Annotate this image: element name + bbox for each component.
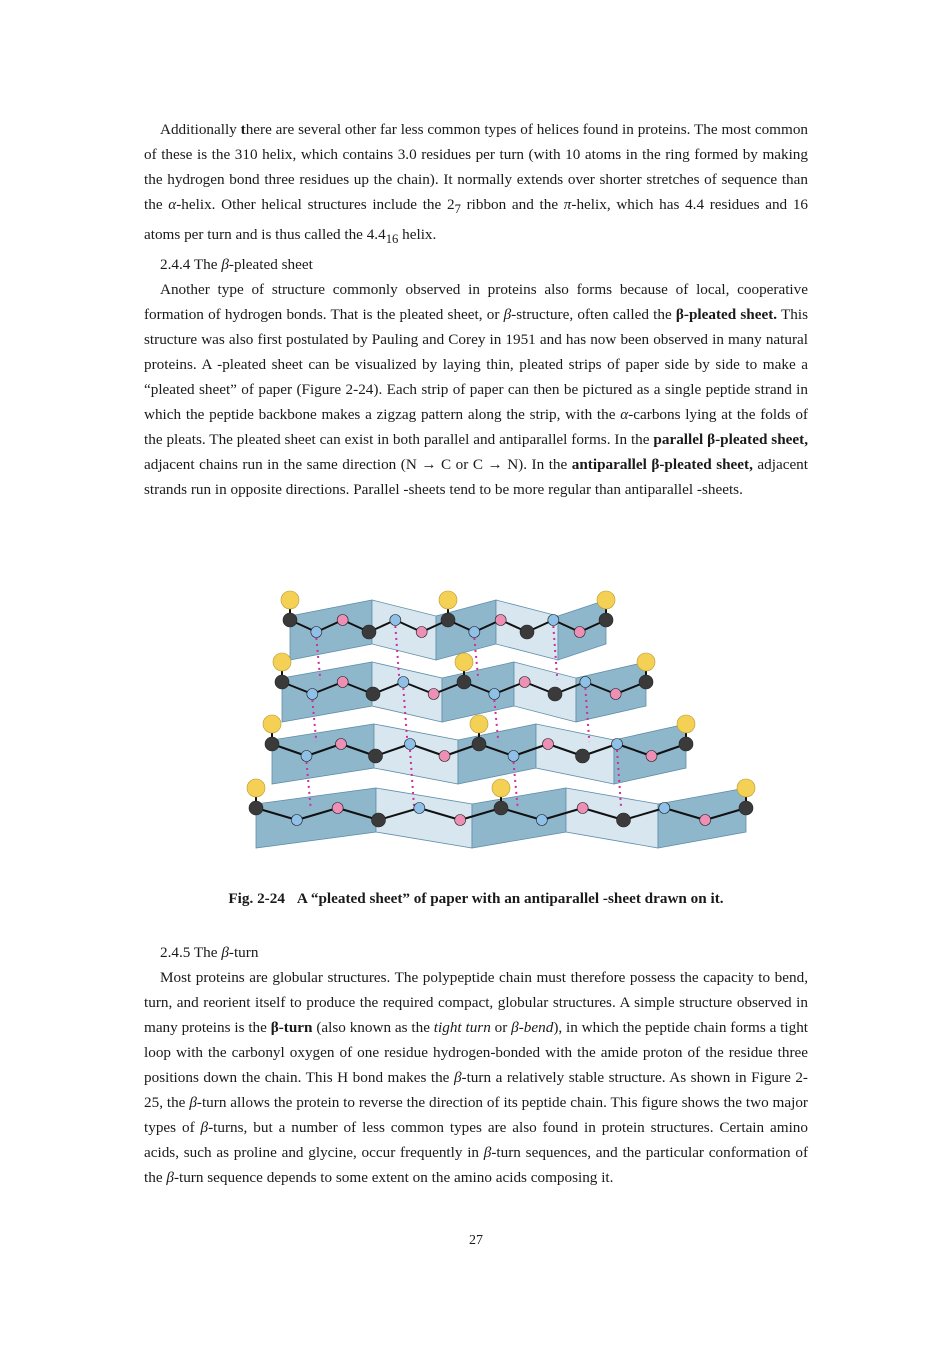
turn-text-4: ), in which the peptide chain forms a tight loop with the carbonyl oxygen of one residue hydrogen-bonded with the amide proton of the residue three positions down the chain. This H bond makes the: [144, 1019, 809, 1086]
term-antiparallel-sheet: antiparallel β-pleated sheet,: [571, 456, 753, 474]
sheet-text-2: -structure, often called the: [511, 306, 676, 324]
beta-symbol: β: [503, 306, 512, 324]
carbon-atom: [520, 625, 534, 639]
beta-symbol: β: [200, 1119, 209, 1136]
term-tight-turn: tight turn: [433, 1019, 491, 1036]
section-245-number: 2.4.5 The: [160, 944, 222, 961]
turn-text-6: -turn allows the protein to reverse the direction of its peptide chain. This figure shows the two major types of: [144, 1094, 808, 1136]
carbon-atom: [265, 737, 279, 751]
turn-text-9: -turn sequence depends to some extent on the amino acids composing it.: [173, 1169, 614, 1186]
carbon-atom: [369, 749, 383, 763]
carbon-atom: [617, 813, 631, 827]
helices-lead-bold: t: [240, 121, 246, 138]
alpha-hydrogen-atom: [646, 751, 657, 762]
oxygen-atom: [455, 653, 473, 671]
beta-symbol: β: [189, 1094, 197, 1111]
helices-text-4: -helix, which has 4.4 residues and 16 atoms per turn and is thus called the 4.4: [144, 196, 809, 244]
nitrogen-atom: [398, 677, 409, 688]
nitrogen-atom: [405, 739, 416, 750]
oxygen-atom: [281, 591, 299, 609]
bottom-text-block: [144, 940, 808, 1190]
carbon-atom: [599, 613, 613, 627]
term-beta-bend: β-bend: [511, 1019, 554, 1036]
alpha-hydrogen-atom: [700, 815, 711, 826]
oxygen-atom: [677, 715, 695, 733]
oxygen-atom: [492, 779, 510, 797]
alpha-hydrogen-atom: [495, 615, 506, 626]
alpha-hydrogen-atom: [416, 627, 427, 638]
nitrogen-atom: [508, 751, 519, 762]
carbon-atom: [275, 675, 289, 689]
carbon-atom: [362, 625, 376, 639]
helices-text-5: helix.: [398, 226, 437, 244]
term-beta-pleated-sheet: β-pleated sheet.: [675, 306, 778, 324]
carbon-atom: [472, 737, 486, 751]
nitrogen-atom: [548, 615, 559, 626]
caption-number: Fig. 2-24: [228, 890, 285, 907]
figure-caption: [144, 890, 808, 908]
top-text-block: [144, 117, 808, 502]
alpha-hydrogen-atom: [337, 615, 348, 626]
pleated-sheet-figure: [246, 578, 794, 880]
helices-text-3: ribbon and the: [460, 196, 564, 213]
turn-text-3: or: [490, 1019, 512, 1036]
nitrogen-atom: [469, 627, 480, 638]
alpha-hydrogen-atom: [337, 677, 348, 688]
section-heading-244: [144, 252, 808, 277]
term-beta-turn: β-turn: [270, 1019, 313, 1036]
section-244-number: 2.4.4 The: [160, 256, 222, 274]
alpha-symbol: α: [168, 196, 177, 213]
carbon-atom: [739, 801, 753, 815]
helices-text-2: -helix. Other helical structures include the 2: [176, 196, 455, 213]
page-number: 27: [469, 1233, 483, 1248]
nitrogen-atom: [659, 803, 670, 814]
helices-text-1: here are several other far less common types of helices found in proteins. The most common of these is the 310 helix, which contains 3.0 residues per turn (with 10 atoms in the ring formed by making the hydrogen bond three residues up the chain). It normally extends over shorter stretches of sequence than the: [144, 121, 809, 213]
sheet-strip-panel: [514, 662, 576, 722]
alpha-hydrogen-atom: [428, 689, 439, 700]
alpha-hydrogen-atom: [519, 677, 530, 688]
nitrogen-atom: [414, 803, 425, 814]
nitrogen-atom: [307, 689, 318, 700]
carbon-atom: [283, 613, 297, 627]
sheet-text-4: -carbons lying at the folds of the pleats. The pleated sheet can exist in both parallel and antiparallel forms. In the: [144, 406, 808, 449]
turn-text-8: -turn sequences, and the particular conformation of the: [144, 1144, 808, 1186]
alpha-hydrogen-atom: [455, 815, 466, 826]
alpha-hydrogen-atom: [577, 803, 588, 814]
sheet-text-5: adjacent chains run in the same direction (N → C or C → N). In the: [144, 456, 572, 474]
beta-symbol: β: [221, 944, 229, 961]
sheet-text-6: adjacent strands run in opposite directions. Parallel -sheets tend to be more regular than antiparallel -sheets.: [144, 456, 808, 499]
beta-symbol: β: [483, 1144, 492, 1161]
carbon-atom: [548, 687, 562, 701]
alpha-hydrogen-atom: [574, 627, 585, 638]
carbon-atom: [372, 813, 386, 827]
alpha-hydrogen-atom: [610, 689, 621, 700]
alpha-hydrogen-atom: [543, 739, 554, 750]
subscript-7: 7: [454, 202, 461, 217]
nitrogen-atom: [580, 677, 591, 688]
carbon-atom: [494, 801, 508, 815]
carbon-atom: [639, 675, 653, 689]
turn-text-5: -turn a relatively stable structure. As shown in Figure 2-25, the: [144, 1069, 808, 1111]
section-244-title: -pleated sheet: [228, 256, 313, 274]
paragraph-pleated-sheet: [144, 277, 808, 502]
beta-symbol: β: [221, 256, 229, 274]
nitrogen-atom: [390, 615, 401, 626]
alpha-symbol: α: [620, 406, 629, 424]
oxygen-atom: [637, 653, 655, 671]
subscript-16: 16: [385, 232, 399, 247]
nitrogen-atom: [291, 815, 302, 826]
term-parallel-sheet: parallel β-pleated sheet,: [653, 431, 808, 449]
carbon-atom: [679, 737, 693, 751]
sheet-strip-panel: [272, 724, 374, 784]
sheet-strip-panel: [290, 600, 372, 660]
oxygen-atom: [439, 591, 457, 609]
oxygen-atom: [247, 779, 265, 797]
pi-symbol: π: [563, 196, 572, 213]
sheet-strip-panel: [458, 724, 536, 784]
caption-text: A “pleated sheet” of paper with an antiparallel -sheet drawn on it.: [296, 890, 724, 907]
sheet-strip-panel: [566, 788, 658, 848]
paragraph-beta-turn: [144, 965, 808, 1190]
oxygen-atom: [273, 653, 291, 671]
alpha-hydrogen-atom: [336, 739, 347, 750]
carbon-atom: [576, 749, 590, 763]
carbon-atom: [457, 675, 471, 689]
alpha-hydrogen-atom: [332, 803, 343, 814]
oxygen-atom: [737, 779, 755, 797]
nitrogen-atom: [301, 751, 312, 762]
carbon-atom: [366, 687, 380, 701]
alpha-hydrogen-atom: [439, 751, 450, 762]
pleated-sheet-illustration: [246, 578, 794, 880]
nitrogen-atom: [612, 739, 623, 750]
oxygen-atom: [263, 715, 281, 733]
sheet-text-1: Another type of structure commonly observed in proteins also forms because of local, cooperative formation of hydrogen bonds. That is the pleated sheet, or: [144, 281, 808, 324]
paragraph-helices: [144, 117, 808, 252]
section-heading-245: [144, 940, 808, 965]
turn-text-2: (also known as the: [312, 1019, 434, 1036]
nitrogen-atom: [489, 689, 500, 700]
beta-symbol: β: [453, 1069, 462, 1086]
sheet-text-3: This structure was also first postulated by Pauling and Corey in 1951 and has now been observed in many natural proteins. A -pleated sheet can be visualized by laying thin, pleated strips of paper side by side to make a “pleated sheet” of paper (Figure 2-24). Each strip of paper can then be pictured as a single peptide strand in which the peptide backbone makes a zigzag pattern along the strip, with the: [144, 306, 809, 424]
helices-lead: Additionally: [160, 121, 241, 138]
carbon-atom: [441, 613, 455, 627]
beta-symbol: β: [166, 1169, 174, 1186]
nitrogen-atom: [311, 627, 322, 638]
sheet-strip-panel: [256, 788, 376, 848]
oxygen-atom: [597, 591, 615, 609]
turn-text-7: -turns, but a number of less common types are also found in protein structures. Certain amino acids, such as proline and glycine, occur frequently in: [144, 1119, 808, 1161]
nitrogen-atom: [536, 815, 547, 826]
sheet-strip-panel: [442, 662, 514, 722]
oxygen-atom: [470, 715, 488, 733]
turn-text-1: Most proteins are globular structures. The polypeptide chain must therefore possess the capacity to bend, turn, and reorient itself to produce the required compact, globular structures. A simple structure observed in many proteins is the: [144, 969, 808, 1036]
carbon-atom: [249, 801, 263, 815]
sheet-strip-panel: [436, 600, 496, 660]
sheet-strip-panel: [282, 662, 372, 722]
section-245-title: -turn: [228, 944, 259, 961]
